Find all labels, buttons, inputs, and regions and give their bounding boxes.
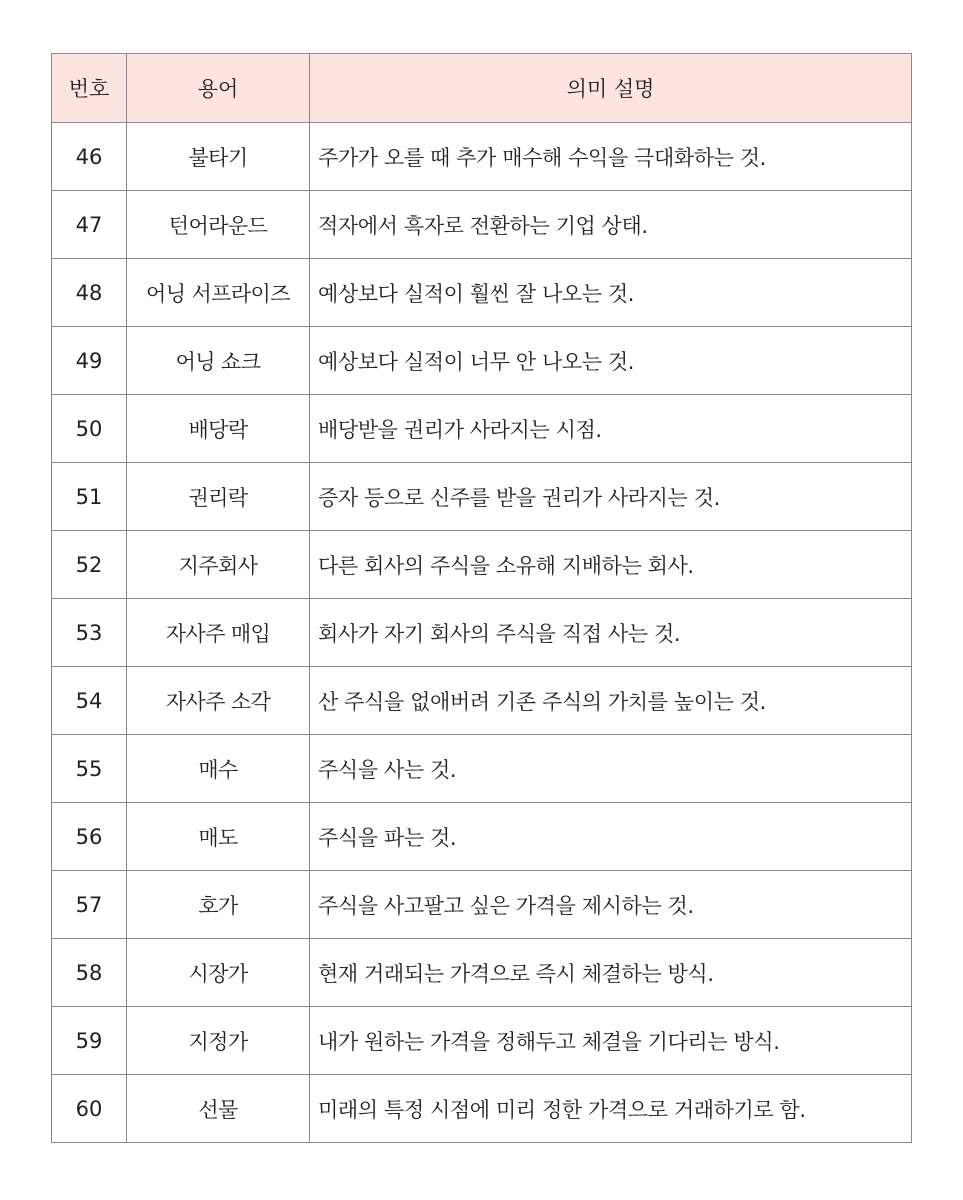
table-row [52, 327, 912, 395]
header-row [52, 54, 912, 123]
row-meaning: 미래의 특정 시점에 미리 정한 가격으로 거래하기로 함. [310, 1075, 912, 1143]
row-number: 47 [52, 191, 127, 259]
row-term: 지주회사 [127, 531, 310, 599]
table-header [52, 54, 912, 123]
row-meaning: 현재 거래되는 가격으로 즉시 체결하는 방식. [310, 939, 912, 1007]
row-meaning: 주식을 사는 것. [310, 735, 912, 803]
row-number: 58 [52, 939, 127, 1007]
table-row [52, 463, 912, 531]
row-number: 60 [52, 1075, 127, 1143]
row-meaning: 다른 회사의 주식을 소유해 지배하는 회사. [310, 531, 912, 599]
header-meaning: 의미 설명 [310, 54, 912, 123]
row-meaning: 산 주식을 없애버려 기존 주식의 가치를 높이는 것. [310, 667, 912, 735]
header-number: 번호 [52, 54, 127, 123]
table-row [52, 531, 912, 599]
row-meaning: 예상보다 실적이 너무 안 나오는 것. [310, 327, 912, 395]
table-body [52, 123, 912, 1143]
row-number: 50 [52, 395, 127, 463]
row-term: 턴어라운드 [127, 191, 310, 259]
row-term: 시장가 [127, 939, 310, 1007]
header-term: 용어 [127, 54, 310, 123]
row-meaning: 내가 원하는 가격을 정해두고 체결을 기다리는 방식. [310, 1007, 912, 1075]
row-number: 57 [52, 871, 127, 939]
row-meaning: 주식을 파는 것. [310, 803, 912, 871]
row-term: 어닝 쇼크 [127, 327, 310, 395]
row-term: 자사주 매입 [127, 599, 310, 667]
table-row [52, 191, 912, 259]
row-number: 53 [52, 599, 127, 667]
row-number: 46 [52, 123, 127, 191]
row-term: 지정가 [127, 1007, 310, 1075]
row-term: 매도 [127, 803, 310, 871]
table-row [52, 939, 912, 1007]
row-term: 불타기 [127, 123, 310, 191]
row-meaning: 주가가 오를 때 추가 매수해 수익을 극대화하는 것. [310, 123, 912, 191]
table-row [52, 123, 912, 191]
table-row [52, 395, 912, 463]
row-term: 배당락 [127, 395, 310, 463]
row-term: 어닝 서프라이즈 [127, 259, 310, 327]
table-row [52, 1007, 912, 1075]
row-meaning: 적자에서 흑자로 전환하는 기업 상태. [310, 191, 912, 259]
table-row [52, 803, 912, 871]
row-number: 49 [52, 327, 127, 395]
row-number: 48 [52, 259, 127, 327]
stock-terms-table [51, 53, 912, 1143]
row-meaning: 배당받을 권리가 사라지는 시점. [310, 395, 912, 463]
row-meaning: 증자 등으로 신주를 받을 권리가 사라지는 것. [310, 463, 912, 531]
row-number: 54 [52, 667, 127, 735]
row-number: 56 [52, 803, 127, 871]
row-term: 매수 [127, 735, 310, 803]
row-meaning: 주식을 사고팔고 싶은 가격을 제시하는 것. [310, 871, 912, 939]
row-term: 호가 [127, 871, 310, 939]
table-row [52, 871, 912, 939]
row-term: 자사주 소각 [127, 667, 310, 735]
row-meaning: 회사가 자기 회사의 주식을 직접 사는 것. [310, 599, 912, 667]
row-number: 59 [52, 1007, 127, 1075]
row-number: 55 [52, 735, 127, 803]
row-meaning: 예상보다 실적이 훨씬 잘 나오는 것. [310, 259, 912, 327]
table-row [52, 735, 912, 803]
table-row [52, 1075, 912, 1143]
row-number: 51 [52, 463, 127, 531]
row-term: 선물 [127, 1075, 310, 1143]
row-term: 권리락 [127, 463, 310, 531]
table-row [52, 667, 912, 735]
table-row [52, 599, 912, 667]
table-row [52, 259, 912, 327]
row-number: 52 [52, 531, 127, 599]
